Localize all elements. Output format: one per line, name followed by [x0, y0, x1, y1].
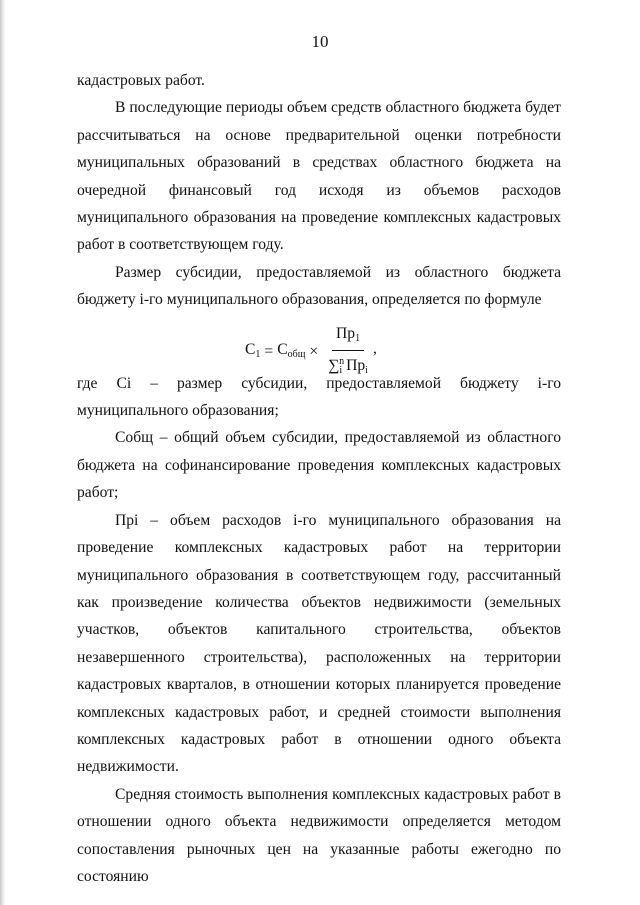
paragraph-continuation: кадастровых работ.	[77, 72, 205, 89]
paragraph-budget-periods: В последующие периоды объем средств областного бюджета будет рассчитываться на основе предварительной оценки потребности муниципальных образований в средствах областного бюджета на очередной финансовый год исходя из объемов расходов муниципального образования на проведение комплексных кадастровых работ в соответствующем году.	[77, 99, 561, 254]
formula-times: ×	[309, 343, 319, 361]
formula-block	[77, 316, 561, 376]
formula-fraction	[324, 324, 372, 381]
paragraph-c-total-definition: Cобщ – общий объем субсидии, предоставляемой из областного бюджета на софинансирование проведения комплексных кадастровых работ;	[77, 429, 561, 502]
paragraph-ci-definition: где Ci – размер субсидии, предоставляемой бюджету i-го муниципального образования;	[77, 374, 561, 420]
paragraph-pri-definition: Прi – объем расходов i-го муниципального образования на проведение комплексных кадастровых работ на территории муниципального образования в соответствующем году, рассчитанный как произведение количества объектов недвижимости (земельных участков, объектов капитального строительства, объектов незавершенного строительства), расположенных на территории кадастровых кварталов, в отношении которых планируется проведение комплексных кадастровых работ, и средней стоимости выполнения комплексных кадастровых работ в отношении одного объекта недвижимости.	[77, 511, 561, 776]
formula-equals: =	[264, 343, 274, 361]
formula-c-total: $C_{общ}$	[277, 340, 306, 360]
subsidy-formula	[245, 324, 377, 381]
formula-numerator: $Пр_1$	[332, 324, 364, 351]
formula-trailing-comma: ,	[372, 340, 377, 358]
formula-denominator: $\sum i^n$ $Пр_i$	[328, 355, 368, 376]
formula-lhs: $C_1$	[245, 340, 261, 360]
paragraph-subsidy-size: Размер субсидии, предоставляемой из областного бюджета бюджету i-го муниципального образования, определяется по формуле	[77, 263, 561, 309]
document-body	[77, 67, 561, 890]
paragraph-average-cost: Средняя стоимость выполнения комплексных кадастровых работ в отношении одного объекта недвижимости определяется методом сопоставления рыночных цен на указанные работы ежегодно по состоянию	[77, 785, 561, 885]
page-number: 10	[311, 32, 329, 51]
scan-edge-shadow	[0, 0, 6, 905]
